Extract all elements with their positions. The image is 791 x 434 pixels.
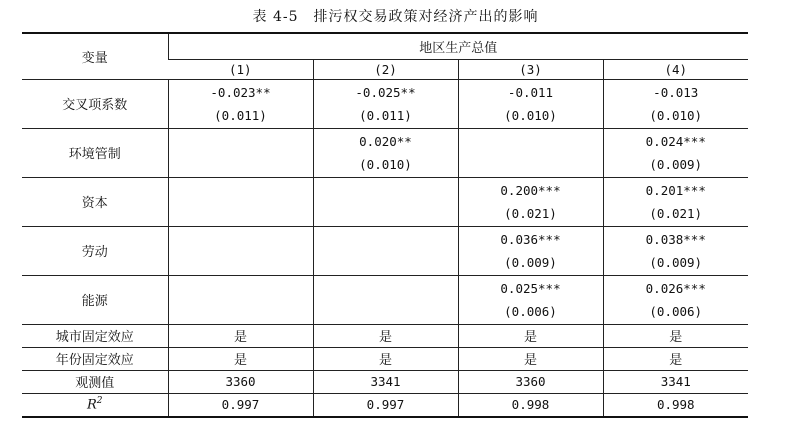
table-cell: 是 [313, 347, 458, 370]
table-cell [603, 128, 748, 177]
table-cell: 3341 [313, 370, 458, 393]
table-cell [603, 177, 748, 226]
row-label: 劳动 [81, 245, 108, 260]
table-row [22, 177, 748, 226]
row-label: 年份固定效应 [55, 353, 134, 368]
std-error: (0.009) [649, 254, 703, 270]
table-row [22, 226, 748, 275]
row-label: 环境管制 [68, 147, 121, 162]
table-cell [603, 226, 748, 275]
table-cell [313, 79, 458, 128]
table-cell: 是 [313, 324, 458, 347]
coef-value: -0.025** [355, 84, 416, 100]
table-cell [603, 275, 748, 324]
regression-table [22, 32, 748, 418]
coef-value: 0.200*** [500, 182, 561, 198]
header-variable: 变量 [22, 33, 168, 79]
table-cell: 3360 [458, 370, 603, 393]
table-row [22, 393, 748, 417]
std-error: (0.021) [649, 205, 703, 221]
std-error: (0.010) [649, 107, 703, 123]
coef-value: 0.036*** [500, 231, 561, 247]
header-row-group [22, 33, 748, 59]
table-cell: 3360 [168, 370, 313, 393]
header-col-4: (4) [603, 59, 748, 79]
header-col-1: (1) [168, 59, 313, 79]
table-cell: 0.998 [458, 393, 603, 417]
table-cell: 0.998 [603, 393, 748, 417]
coef-value: 0.025*** [500, 280, 561, 296]
row-label: 观测值 [75, 376, 115, 391]
std-error: (0.011) [359, 107, 412, 123]
row-label: 能源 [81, 294, 108, 309]
table-cell: 0.997 [313, 393, 458, 417]
coef-value: -0.013 [653, 84, 699, 100]
table-cell: 是 [458, 324, 603, 347]
std-error: (0.021) [504, 205, 557, 221]
coef-value: 0.038*** [645, 231, 706, 247]
std-error: (0.006) [649, 303, 703, 319]
std-error: (0.011) [214, 107, 267, 123]
table-cell [458, 226, 603, 275]
table-cell [603, 79, 748, 128]
table-cell: 3341 [603, 370, 748, 393]
table-cell: 是 [603, 347, 748, 370]
r2-superscript: 2 [96, 396, 103, 407]
table-cell [458, 79, 603, 128]
table-cell [313, 275, 458, 324]
table-cell: 是 [168, 347, 313, 370]
table-cell: 是 [458, 347, 603, 370]
table-row [22, 324, 748, 347]
std-error: (0.009) [504, 254, 557, 270]
std-error: (0.010) [504, 107, 557, 123]
table-cell [458, 275, 603, 324]
table-row [22, 275, 748, 324]
header-col-2: (2) [313, 59, 458, 79]
table-cell [168, 79, 313, 128]
table-row [22, 370, 748, 393]
table-row [22, 347, 748, 370]
row-label: 资本 [81, 196, 108, 211]
table-cell [168, 177, 313, 226]
row-label: 城市固定效应 [55, 330, 134, 345]
header-col-3: (3) [458, 59, 603, 79]
coef-value: 0.026*** [645, 280, 706, 296]
table-cell [313, 226, 458, 275]
header-group-label: 地区生产总值 [168, 33, 748, 59]
std-error: (0.009) [649, 156, 703, 172]
table-cell: 是 [603, 324, 748, 347]
table-cell [313, 128, 458, 177]
table-cell [168, 275, 313, 324]
table-row [22, 128, 748, 177]
coef-value: 0.201*** [645, 182, 706, 198]
r2-letter: R [86, 397, 97, 413]
table-caption: 表 4-5 排污权交易政策对经济产出的影响 [252, 9, 539, 25]
row-label: 交叉项系数 [62, 98, 128, 113]
table-cell [458, 128, 603, 177]
row-label-r2 [22, 393, 168, 417]
coef-value: 0.024*** [645, 133, 706, 149]
table-cell [168, 226, 313, 275]
table-row [22, 79, 748, 128]
coef-value: -0.011 [507, 84, 554, 100]
table-cell [458, 177, 603, 226]
std-error: (0.006) [504, 303, 557, 319]
coef-value: 0.020** [359, 133, 412, 149]
coef-value: -0.023** [210, 84, 271, 100]
std-error: (0.010) [359, 156, 412, 172]
table-cell: 0.997 [168, 393, 313, 417]
table-cell: 是 [168, 324, 313, 347]
table-cell [168, 128, 313, 177]
table-cell [313, 177, 458, 226]
